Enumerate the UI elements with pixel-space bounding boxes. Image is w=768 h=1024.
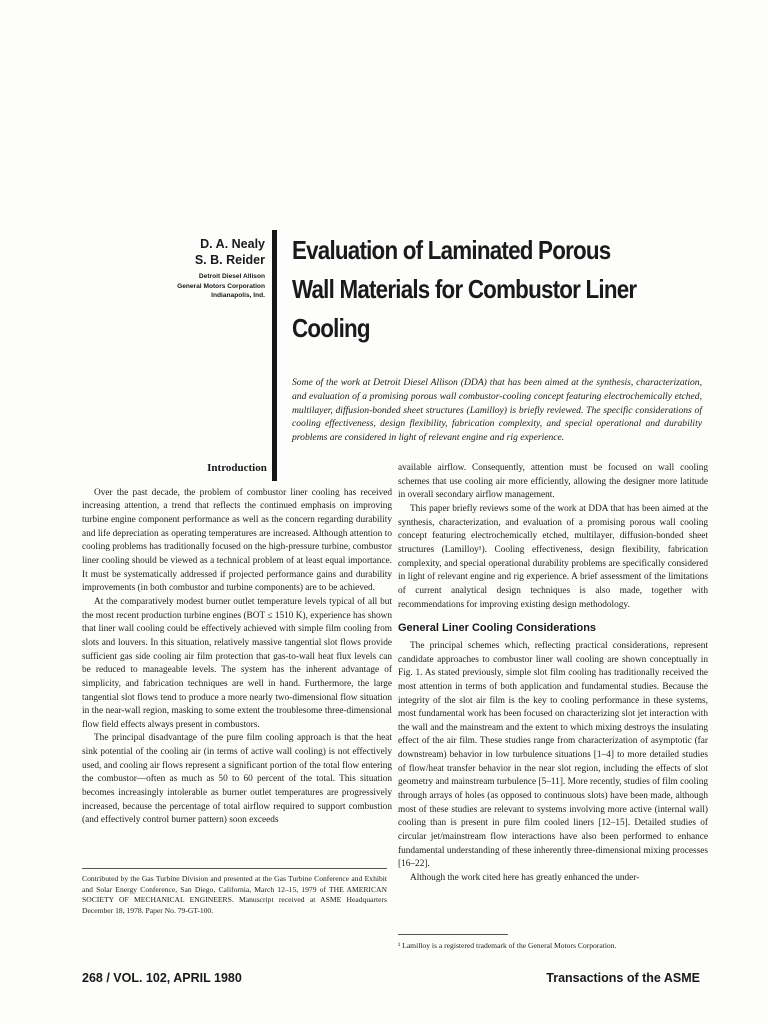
title-line: Cooling bbox=[292, 313, 370, 343]
title-line: Evaluation of Laminated Porous bbox=[292, 235, 611, 265]
section-heading: General Liner Cooling Considerations bbox=[398, 622, 597, 635]
footnote-contribution: Contributed by the Gas Turbine Division and presented at the Gas Turbine Conference and Exhibit and Solar Energy Conference, San Diego, California, March 12–15, 1979 of THE AMERICAN SOCIETY OF MECHANICAL ENGINEERS. Manuscript received at ASME Headquarters December 18, 1978. Paper No. 79-GT-100. bbox=[82, 874, 387, 916]
author-name: D. A. Nealy bbox=[200, 237, 265, 251]
body-paragraph: Although the work cited here has greatly enhanced the under- bbox=[410, 873, 640, 884]
title-line: Wall Materials for Combustor Liner bbox=[292, 274, 637, 304]
right-column bbox=[398, 462, 708, 886]
footnote-trademark: ¹ Lamilloy is a registered trademark of the General Motors Corporation. bbox=[398, 941, 617, 950]
affiliation-line: General Motors Corporation bbox=[177, 282, 265, 290]
introduction-heading: Introduction bbox=[207, 462, 267, 474]
author-name: S. B. Reider bbox=[194, 253, 265, 267]
affiliation-line: Detroit Diesel Allison bbox=[198, 273, 265, 280]
body-paragraph: Over the past decade, the problem of combustor liner cooling has received increasing attention, a trend that reflects the continued emphasis on improving turbine engine component performance as well as the concern regarding durability and life depreciation as operating temperatures are increased. Although attention to cooling problems has traditionally focused on the high-pressure turbine, combustor liner cooling should be viewed as a technical problem of at least equal importance. It must be systematically addressed if projected performance gains and durability improvements (in both combustor and turbine components) are to be achieved. bbox=[82, 487, 392, 594]
body-paragraph: This paper briefly reviews some of the work at DDA that has been aimed at the synthesis, characterization, and evaluation of a promising porous wall cooling concept featuring electrochemically etched, multilayer, diffusion-bonded sheet structures (Lamilloy¹). Cooling effectiveness, design flexibility, fabrication complexity, and special operational durability problems are specifically considered in light of relevant engine and rig experience. A brief assessment of the limitations of current analytical design techniques is also made, together with recommendations for improving existing design methodology. bbox=[398, 503, 708, 610]
author-block bbox=[150, 236, 265, 301]
paper-title bbox=[292, 231, 653, 348]
body-paragraph: The principal disadvantage of the pure film cooling approach is that the heat sink potential of the cooling air (in terms of active wall cooling) is not effectively used, and cooling air flows represent a significant portion of the total flow entering the combustor—often as much as 50 to 60 percent of the total. This situation becomes increasingly intolerable as burner outlet temperatures are progressively increased, because the percentage of total airflow required to support combustion (and effectively control burner pattern) soon exceeds bbox=[82, 733, 392, 826]
affiliation-line: Indianapolis, Ind. bbox=[211, 292, 265, 299]
title-rule bbox=[272, 230, 277, 481]
body-paragraph: The principal schemes which, reflecting practical considerations, represent candidate approaches to combustor liner wall cooling are shown conceptually in Fig. 1. As stated previously, simple slot film cooling has traditionally received the most attention in terms of both application and fundamental studies. Because the integrity of the slot air film is the key to cooling performance in these systems, most fundamental work has been focused on characterizing slot jet interaction with the wall and the mainstream and the extent to which mixing destroys the insulating effect of the air film. These studies range from characterization of asymptotic (far downstream) behavior in low turbulence situations [1–4] to more detailed studies of flow/heat transfer behavior in the near slot region, including the effects of slot geometry and mainstream turbulence [5–11]. More recently, studies of film cooling through arrays of holes (as opposed to continuous slots) have been made, although most of these studies are relevant to systems involving more active (internal wall) cooling than is present in pure film cooled liners [12–15]. Detailed studies of circular jet/mainstream flow interactions have also been performed to enhance fundamental understanding of these inherently three-dimensional mixing processes [16–22]. bbox=[398, 640, 708, 870]
body-paragraph: At the comparatively modest burner outlet temperature levels typical of all but the most recent production turbine engines (BOT ≤ 1510 K), experience has shown that liner wall cooling could be effectively achieved with simple film cooling from slots and louvers. In this situation, relatively massive tangential slot flows provide sufficient gas side cooling air film protection that gas-to-wall heat flux levels can be reduced to manageable levels. The system has the inherent advantage of simplicity, and fabrication techniques are well in hand. Furthermore, the large tangential slot flows tend to produce a more nearly two-dimensional flow situation in the near-wall region, masking to some extent the troublesome three-dimensional flow field effects always present in combustors. bbox=[82, 596, 392, 730]
journal-name: Transactions of the ASME bbox=[546, 971, 700, 985]
page-footer-citation: 268 / VOL. 102, APRIL 1980 bbox=[82, 971, 242, 985]
footnote-divider bbox=[398, 934, 508, 935]
body-paragraph: available airflow. Consequently, attention must be focused on wall cooling schemes that use cooling air more efficiently, allowing the designer more latitude in overall secondary airflow management. bbox=[398, 463, 708, 501]
footnote-divider bbox=[82, 868, 387, 869]
affiliation bbox=[150, 272, 265, 301]
left-column bbox=[82, 462, 392, 828]
abstract: Some of the work at Detroit Diesel Allison (DDA) that has been aimed at the synthesis, characterization, and evaluation of a promising porous wall combustor-cooling concept featuring electrochemically etched, multilayer, diffusion-bonded sheet structures (Lamilloy) is briefly reviewed. The specific considerations of cooling effectiveness, design flexibility, fabrication complexity, and special operational and durability problems are considered in light of relevant engine and rig experience. bbox=[292, 377, 702, 444]
